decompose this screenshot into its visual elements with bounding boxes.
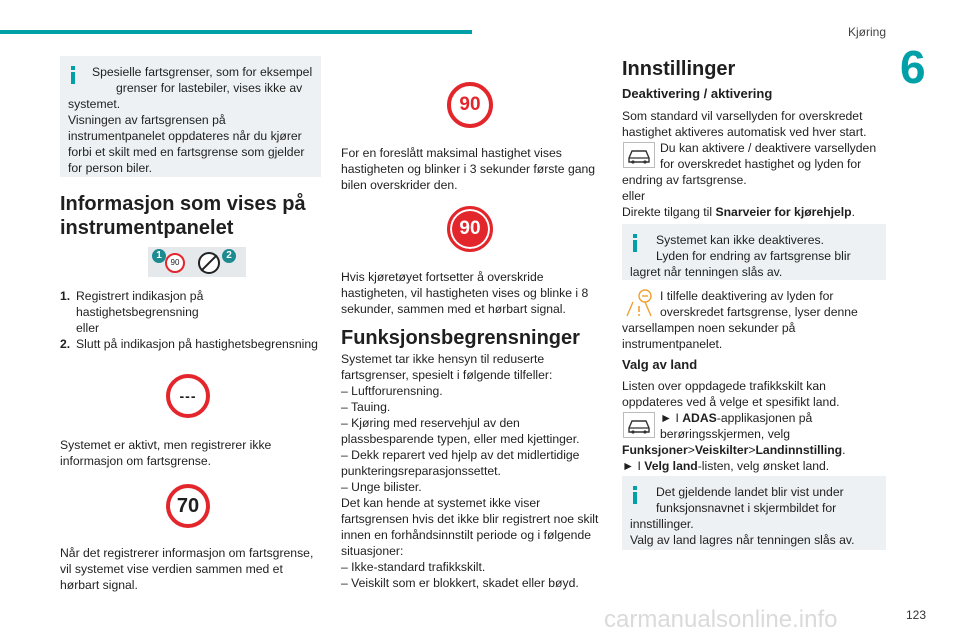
note-line: Valg av land lagres når tenningen slås av. xyxy=(630,533,855,547)
text-block xyxy=(622,288,884,352)
speed-sign-90-filled: 90 xyxy=(447,206,493,252)
text-line: vil systemet vise verdien sammen med et xyxy=(60,562,283,576)
text-block xyxy=(341,269,603,317)
note-line: systemet. xyxy=(68,97,121,111)
text-line: instrumentpanelet. xyxy=(622,337,723,351)
text-line: Som standard vil varsellyden for overskredet xyxy=(622,109,863,123)
note-line: Lyden for endring av fartsgrense blir xyxy=(656,249,851,263)
section-heading-limitations: Funksjonsbegrensninger xyxy=(341,327,580,349)
top-accent-bar xyxy=(0,30,472,34)
text-block xyxy=(60,437,322,469)
text-line: Du kan aktivere / deaktivere varsellyden xyxy=(660,141,877,155)
text-line: Systemet tar ikke hensyn til reduserte xyxy=(341,352,545,366)
text-line: – Kjøring med reservehjul av den xyxy=(341,416,520,430)
info-icon xyxy=(630,486,640,504)
text-line: Hvis kjøretøyet fortsetter å overskride xyxy=(341,270,544,284)
item-text: Registrert indikasjon på xyxy=(76,289,204,303)
text-line: hastigheten og blinker i 3 sekunder første gang xyxy=(341,162,596,176)
text-line: hastigheten, vil hastigheten vises og blinke i 8 xyxy=(341,286,589,300)
text-line: For en foreslått maksimal hastighet vises xyxy=(341,146,562,160)
text-block xyxy=(341,145,603,193)
info-icon xyxy=(68,66,78,84)
legend-list xyxy=(60,288,322,352)
text-line: varsellampen noen sekunder på xyxy=(622,321,796,335)
limitations-body xyxy=(341,351,603,591)
text-line: I tilfelle deaktivering av lyden for xyxy=(660,289,834,303)
info-note xyxy=(60,56,321,177)
text-line: innen en forhåndsinnstilt periode og i følgende xyxy=(341,528,592,542)
heading-line: instrumentpanelet xyxy=(60,217,234,239)
text-line: informasjon om fartsgrense. xyxy=(60,454,212,468)
note-line: Systemet kan ikke deaktiveres. xyxy=(656,233,824,247)
text-line: punkteringsreparasjonssettet. xyxy=(341,464,501,478)
text-block xyxy=(622,378,884,410)
text-line: oppdateres ved å velge et spesifikt land. xyxy=(622,395,840,409)
text-line: – Veiskilt som er blokkert, skadet eller bøyd. xyxy=(341,576,579,590)
subheading-country: Valg av land xyxy=(622,357,698,372)
end-limit-icon xyxy=(198,252,220,274)
step-line: berøringsskjermen, velg xyxy=(660,427,791,441)
page-number: 123 xyxy=(906,608,927,622)
section-title: Kjøring xyxy=(847,25,886,39)
heading-line: Informasjon som vises på xyxy=(60,193,306,215)
info-note xyxy=(622,476,886,550)
note-line: funksjonsnavnet i skjermbildet for xyxy=(656,501,837,515)
step-line: ► I Velg land-listen, velg ønsket land. xyxy=(622,459,830,473)
text-line: – Ikke-standard trafikkskilt. xyxy=(341,560,486,574)
text-block xyxy=(622,140,884,220)
note-line: forbi et skilt med en fartsgrense som gjelder xyxy=(68,145,305,159)
text-block xyxy=(60,545,322,593)
item-number: 2. xyxy=(60,337,71,351)
info-icon xyxy=(630,234,640,252)
no-limit-sign: --- xyxy=(166,374,210,418)
note-line: instrumentpanelet oppdateres når du kjører xyxy=(68,129,302,143)
text-line: Det kan hende at systemet ikke viser xyxy=(341,496,541,510)
text-line: sekunder, sammen med et hørbart signal. xyxy=(341,302,566,316)
instrument-panel-illustration xyxy=(148,247,246,277)
step-line: Funksjoner>Veiskilter>Landinnstilling. xyxy=(622,443,846,457)
text-line: hastighet aktiveres automatisk ved hver start. xyxy=(622,125,867,139)
note-line: for person biler. xyxy=(68,161,153,175)
item-text: Slutt på indikasjon på hastighetsbegrensning xyxy=(76,337,318,351)
text-line: overskredet fartsgrense, lyser denne xyxy=(660,305,858,319)
note-line: Visningen av fartsgrensen på xyxy=(68,113,226,127)
text-line: fartsgrensen hvis det ikke blir registrert noe skilt xyxy=(341,512,599,526)
speed-sign-70: 70 xyxy=(166,484,210,528)
item-text: hastighetsbegrensning xyxy=(76,305,199,319)
text-line: Direkte tilgang til Snarveier for kjørehjelp. xyxy=(622,205,856,219)
text-line: for overskredet hastighet og lyden for xyxy=(660,157,862,171)
note-line: Spesielle fartsgrenser, som for eksempel xyxy=(92,65,313,79)
note-line: Det gjeldende landet blir vist under xyxy=(656,485,844,499)
text-line: – Tauing. xyxy=(341,400,391,414)
speed-sign-90-outline: 90 xyxy=(447,82,493,128)
text-line: fartsgrenser, spesielt i følgende tilfeller: xyxy=(341,368,553,382)
text-line: situasjoner: xyxy=(341,544,404,558)
text-line: endring av fartsgrense. xyxy=(622,173,747,187)
info-note xyxy=(622,224,886,280)
text-line: – Luftforurensning. xyxy=(341,384,443,398)
text-line: eller xyxy=(622,189,646,203)
text-line: plassbesparende typen, eller med kjettinger. xyxy=(341,432,580,446)
section-heading-settings: Innstillinger xyxy=(622,58,736,80)
step-line: ► I ADAS-applikasjonen på xyxy=(660,411,813,425)
text-line: Systemet er aktivt, men registrerer ikke xyxy=(60,438,272,452)
watermark: carmanualsonline.info xyxy=(604,606,838,633)
text-line: bilen overskrider den. xyxy=(341,178,458,192)
subheading-deactivation: Deaktivering / aktivering xyxy=(622,86,773,101)
small-speed-sign: 90 xyxy=(165,253,185,273)
text-line: hørbart signal. xyxy=(60,578,138,592)
section-heading-display-info xyxy=(60,192,322,240)
callout-badge-2: 2 xyxy=(222,249,236,263)
chapter-number: 6 xyxy=(900,41,926,93)
text-line: – Dekk reparert ved hjelp av det midlertidige xyxy=(341,448,580,462)
note-line: innstillinger. xyxy=(630,517,694,531)
steps xyxy=(622,410,884,474)
text-line: Når det registrerer informasjon om fartsgrense, xyxy=(60,546,314,560)
text-line: – Unge bilister. xyxy=(341,480,422,494)
note-line: lagret når tenningen slås av. xyxy=(630,265,783,279)
note-line: grenser for lastebiler, vises ikke av xyxy=(116,81,303,95)
text-block xyxy=(622,108,884,140)
item-number: 1. xyxy=(60,289,71,303)
text-line: Listen over oppdagede trafikkskilt kan xyxy=(622,379,826,393)
callout-badge-1: 1 xyxy=(152,249,166,263)
item-text: eller xyxy=(76,321,100,335)
